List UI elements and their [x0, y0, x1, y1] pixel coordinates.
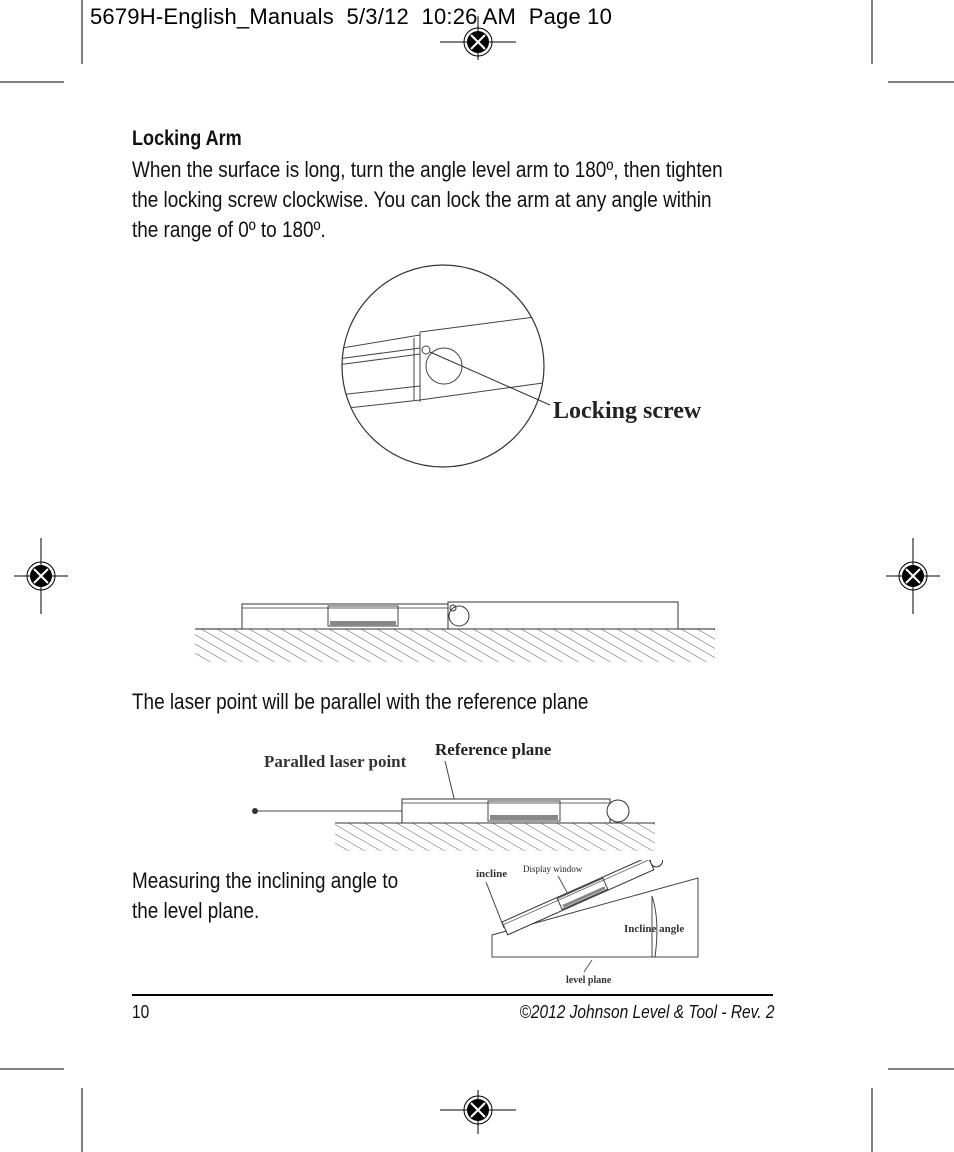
section-paragraph: [132, 155, 723, 245]
incline-label: incline: [476, 868, 508, 880]
laser-reference-figure: [240, 733, 660, 853]
paragraph-line: the range of 0º to 180º.: [132, 217, 326, 242]
incline-angle-figure: [472, 860, 704, 990]
paragraph-line: When the surface is long, turn the angle level arm to 180º, then tighten: [132, 157, 723, 182]
print-slug-line: 5679H-English_Manuals 5/3/12 10:26 AM Page 10: [90, 4, 613, 29]
caption-line: the level plane.: [132, 898, 260, 923]
reference-plane-label: Reference plane: [435, 740, 552, 759]
parallel-laser-label: Paralled laser point: [264, 752, 407, 771]
registration-mark-bottom: [440, 1090, 516, 1134]
laser-caption: The laser point will be parallel with the reference plane: [132, 689, 589, 714]
display-window-label: Display window: [523, 864, 583, 874]
incline-caption: [132, 866, 398, 926]
paragraph-line: the locking screw clockwise. You can lock the arm at any angle within: [132, 187, 712, 212]
incline-angle-label: Incline angle: [624, 923, 685, 935]
locking-screw-figure: [330, 260, 710, 475]
footer-rule: [132, 994, 773, 996]
laser-point-dot: [252, 808, 258, 814]
registration-mark-right: [886, 538, 940, 614]
section-heading: Locking Arm: [132, 127, 242, 150]
page-number: 10: [132, 1002, 150, 1022]
footer-copyright: ©2012 Johnson Level & Tool - Rev. 2: [519, 1002, 774, 1022]
level-plane-label: level plane: [566, 975, 612, 986]
locking-screw-label: Locking screw: [553, 398, 702, 424]
level-180-figure: [195, 598, 715, 664]
registration-mark-left: [14, 538, 68, 614]
caption-line: Measuring the inclining angle to: [132, 868, 399, 893]
